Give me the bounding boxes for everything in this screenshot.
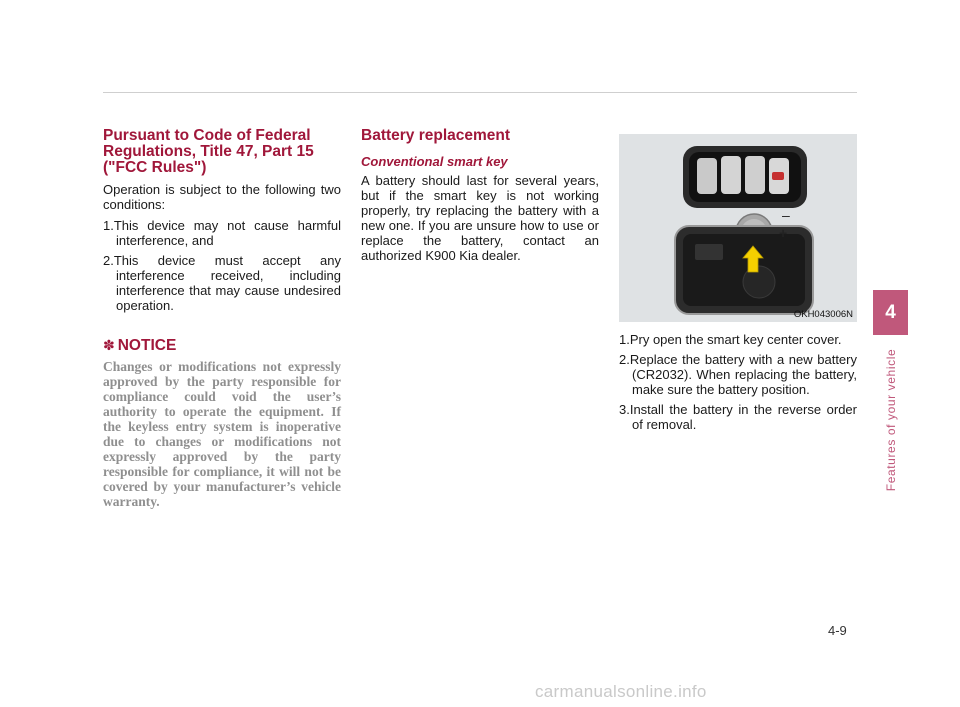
replacement-steps	[619, 332, 857, 432]
condition-item: 1.This device may not cause harmful interference, and	[103, 218, 341, 248]
battery-section	[361, 128, 599, 269]
step-item: 1.Pry open the smart key center cover.	[619, 332, 842, 347]
notice-title-text: NOTICE	[117, 337, 177, 354]
lock-button	[697, 158, 717, 194]
key-circuit	[695, 244, 723, 260]
page-number: 4-9	[828, 623, 847, 638]
chapter-tab: 4	[873, 290, 908, 335]
fcc-intro: Operation is subject to the following two conditions:	[103, 182, 341, 212]
smart-key-illustration	[619, 134, 857, 322]
plus-sign: +	[779, 225, 788, 241]
trunk-button	[745, 156, 765, 194]
unlock-button	[721, 156, 741, 194]
figure-caption: OKH043006N	[793, 309, 853, 320]
battery-figure-section	[619, 128, 857, 437]
fcc-section	[103, 128, 341, 509]
step-item: 3.Install the battery in the reverse order of removal.	[619, 402, 857, 432]
notice-title	[103, 337, 341, 355]
watermark: carmanualsonline.info	[535, 682, 707, 701]
battery-text: A battery should last for several years, but if the smart key is not working properly, try replacing the battery with a new one. If you are unsure how to use or replace the battery, contact an authorized K900 Kia dealer.	[361, 173, 599, 263]
panic-icon	[772, 172, 784, 180]
header-rule	[103, 92, 857, 93]
minus-sign: –	[782, 207, 790, 223]
notice-star-icon: ✽	[103, 337, 115, 353]
fcc-heading: Pursuant to Code of Federal Regulations, Title 47, Part 15 ("FCC Rules")	[103, 127, 314, 176]
battery-subheading: Conventional smart key	[361, 154, 508, 169]
notice-text: Changes or modifications not expressly approved by the party responsible for compliance could void the user’s authority to operate the equipment. If the keyless entry system is inoperative due to changes or modifications not expressly approved by the party responsible for compliance, it will not be covered by your manufacturer’s vehicle warranty.	[103, 359, 341, 509]
smart-key-figure	[619, 134, 857, 322]
chapter-label: Features of your vehicle	[884, 348, 898, 492]
fcc-conditions	[103, 218, 341, 313]
condition-item: 2.This device must accept any interference received, including interference that may cause undesired operation.	[103, 253, 341, 313]
battery-heading: Battery replacement	[361, 127, 511, 144]
step-item: 2.Replace the battery with a new battery (CR2032). When replacing the battery, make sure the battery position.	[619, 352, 857, 397]
